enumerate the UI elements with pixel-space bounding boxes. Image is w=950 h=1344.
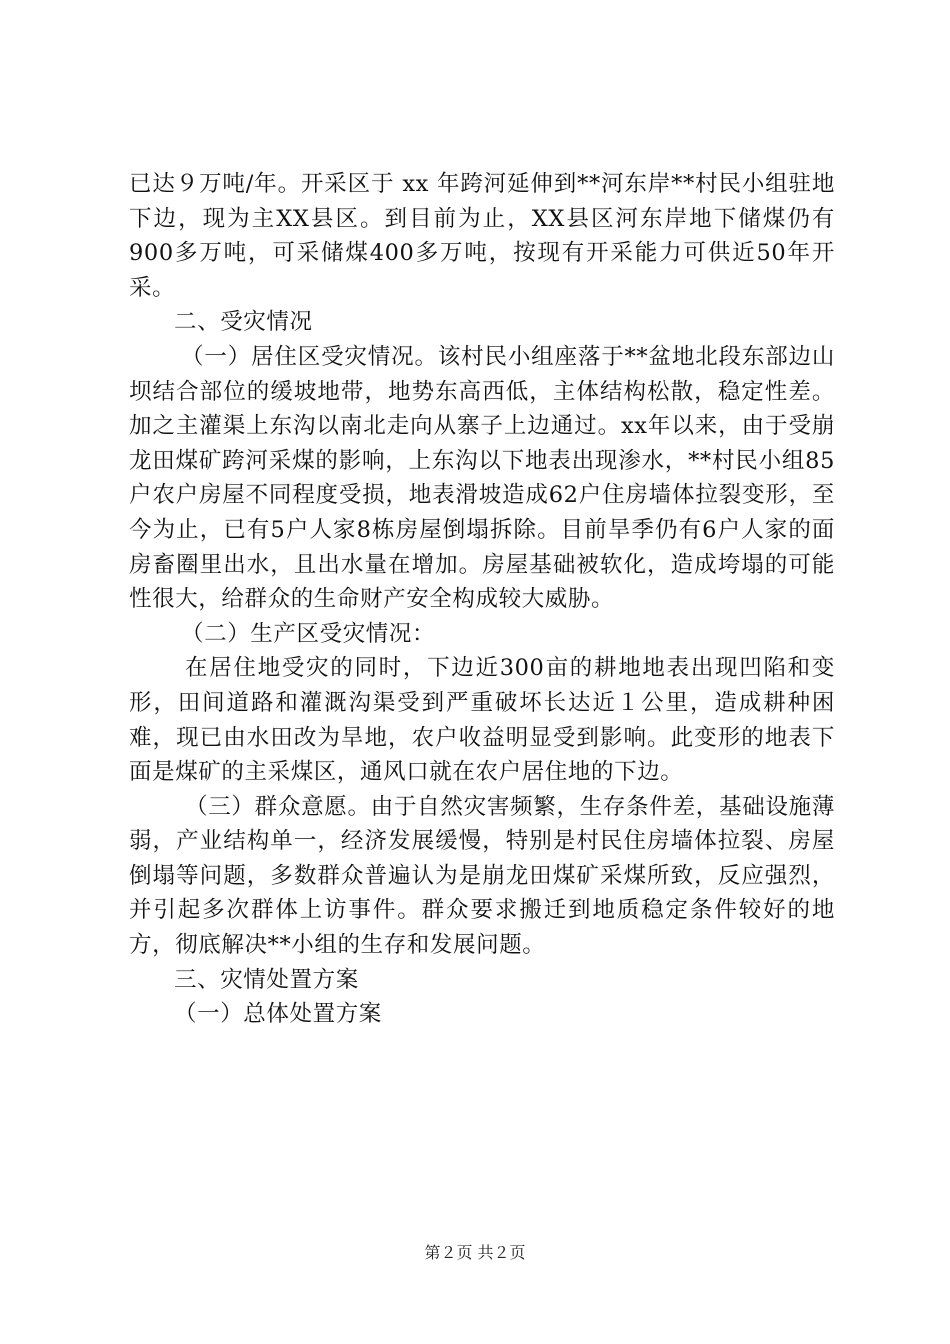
subheading-production-area: （二）生产区受灾情况：	[181, 620, 436, 647]
page-total: 共２页	[477, 1243, 526, 1262]
section-heading-disaster-situation: 二、受灾情况	[174, 309, 313, 336]
paragraph-residential-area: （一）居住区受灾情况。该村民小组座落于**盆地北段东部边山坝结合部位的缓坡地带，地势东高西低，主体结构松散，稳定性差。加之主灌渠上东沟以南北走向从寨子上边通过。xx年以来，由于受崩龙田煤矿跨河采煤的影响，上东沟以下地表出现渗水，**村民小组85户农户房屋不同程度受损，地表滑坡造成62户住房墙体拉裂变形，至今为止，已有5户人家8栋房屋倒塌拆除。目前旱季仍有6户人家的面房畜圈里出水，且出水量在增加。房屋基础被软化，造成垮塌的可能性很大，给群众的生命财产安全构成较大威胁。	[129, 343, 835, 613]
paragraph-continuation: 已达９万吨/年。开采区于 xx 年跨河延伸到**河东岸**村民小组驻地下边，现为主XX县区。到目前为止，XX县区河东岸地下储煤仍有900多万吨，可采储煤400多万吨，按现有开采能力可供近50年开采。	[129, 171, 835, 301]
page-footer	[0, 1243, 950, 1263]
paragraph-production-area: 在居住地受灾的同时，下边近300亩的耕地地表出现凹陷和变形，田间道路和灌溉沟渠受到严重破坏长达近１公里，造成耕种困难，现已由水田改为旱地，农户收益明显受到影响。此变形的地表下面是煤矿的主采煤区，通风口就在农户居住地的下边。	[129, 655, 835, 786]
paragraph-public-wishes: （三）群众意愿。由于自然灾害频繁，生存条件差，基础设施薄弱，产业结构单一，经济发展缓慢，特别是村民住房墙体拉裂、房屋倒塌等问题，多数群众普遍认为是崩龙田煤矿采煤所致，反应强烈，并引起多次群体上访事件。群众要求搬迁到地质稳定条件较好的地方，彻底解决**小组的生存和发展问题。	[129, 793, 835, 959]
subheading-overall-plan: （一）总体处置方案	[174, 1001, 382, 1028]
section-heading-disposal-plan: 三、灾情处置方案	[174, 966, 359, 993]
document-body	[129, 167, 835, 1032]
page-number: 第２页	[424, 1243, 473, 1262]
